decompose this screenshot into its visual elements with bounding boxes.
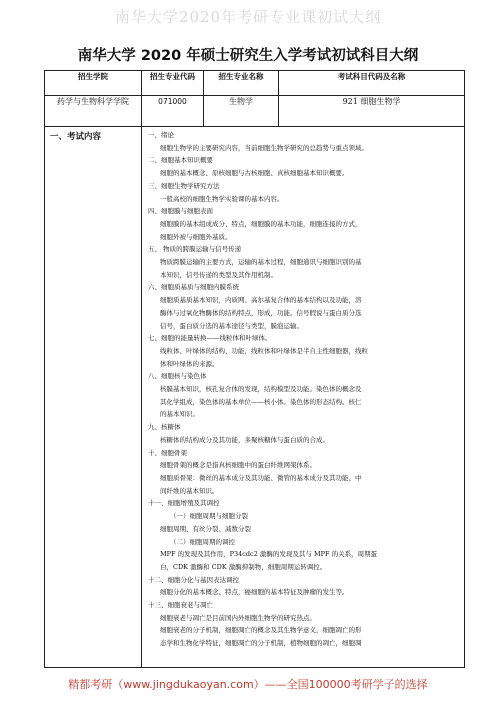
content-line: 其化学组成，染色体的基本单位——核小体。染色体的形态结构。核仁: [160, 397, 362, 406]
cell-major-name: 生物学: [204, 96, 279, 127]
content-line: 细胞的基本概念、原核细胞与古核细胞、真核细胞基本知识概要。: [160, 169, 349, 178]
content-line: 细胞衰老与凋亡是目前国内外细胞生物学的研究热点。: [160, 613, 316, 622]
section-heading: 九、核糖体: [148, 423, 181, 432]
content-line: 细胞骨架的概念是指真核细胞中的蛋白纤维网架体系。: [160, 461, 316, 470]
section-heading: 十三、细胞衰老与凋亡: [148, 601, 213, 610]
content-line: 核膜基本知识，核孔复合体的发现，结构模型及功能。染色体的概念及: [160, 385, 362, 394]
content-lines: [148, 129, 460, 650]
section-heading: 三、细胞生物学研究方法: [148, 181, 220, 190]
section-heading: 七、细胞的能量转换——线粒体和叶绿体。: [148, 334, 272, 343]
table-info-row: [45, 96, 465, 127]
section-heading: 五、 物质的跨膜运输与信号传递: [148, 245, 242, 254]
content-line: 本知识，信号传递的类型及其作用机制。: [160, 270, 277, 279]
content-line: 细胞生物学的主要研究内容，当前细胞生物学研究的总趋势与重点领域。: [160, 143, 368, 152]
content-line: 细胞分化的基本概念、特点，癌细胞的基本特征及肿瘤的发生等。: [160, 588, 349, 597]
content-line: （二）细胞周期的调控: [170, 537, 235, 546]
content-line: 体和叶绿体的来源。: [160, 359, 219, 368]
cell-major-code: 071000: [142, 96, 204, 127]
content-line: 一般高校的细胞生物学实验课的基本内容。: [160, 194, 284, 203]
content-line: 细胞外被与细胞外基质。: [160, 232, 232, 241]
content-row: [45, 127, 465, 668]
header-subject: 考试科目代码及名称: [279, 71, 465, 96]
content-line: 细胞质基质基本知识，内质网、高尔基复合体的基本结构以及功能，溶: [160, 296, 362, 305]
content-line: 细胞周期、有丝分裂、减数分裂: [160, 524, 251, 533]
cell-college: 药学与生物科学学院: [45, 96, 142, 127]
section-heading: 十二、细胞分化与基因表达调控: [148, 575, 239, 584]
content-line: 物质跨膜运输的主要方式，运输的基本过程，细胞通讯与细胞识别的基: [160, 258, 362, 267]
syllabus-table: [44, 70, 465, 668]
section-heading: 四、细胞膜与细胞表面: [148, 207, 213, 216]
content-label: 一、考试内容: [45, 127, 142, 668]
section-heading: 一、绪论: [148, 131, 174, 139]
content-line: MPF 的发现及其作用，P34cdc2 激酶的发现及其与 MPF 的关系，周期蛋: [160, 550, 378, 559]
content-line: 的基本知识。: [160, 410, 199, 419]
header-college: 招生学院: [45, 71, 142, 96]
watermark-text: 南华大学2020年考研专业课初试大纲: [114, 8, 382, 26]
content-line: 细胞质骨架：微丝的基本成分及其功能、微管的基本成分及其功能、中: [160, 473, 362, 482]
content-line: 信号，蛋白质分选的基本途径与类型，膜泡运输。: [160, 321, 303, 330]
section-heading: 十一、细胞增殖及其调控: [148, 499, 220, 508]
header-major-name: 招生专业名称: [204, 71, 279, 96]
section-heading: 二、细胞基本知识概要: [148, 156, 213, 165]
header-major-code: 招生专业代码: [142, 71, 204, 96]
footer-advert: 精都考研（www.jingdukaoyan.com）——全国100000考研学子的选择: [68, 678, 428, 691]
page-title: 南华大学 2020 年硕士研究生入学考试初试科目大纲: [77, 48, 419, 64]
content-line: 细胞衰老的分子机制，细胞凋亡的概念及其生物学意义，细胞凋亡的形: [160, 626, 362, 635]
cell-subject: 921 细胞生物学: [279, 96, 465, 127]
content-cell: [142, 127, 465, 668]
section-heading: 六、细胞质基质与细胞内膜系统: [148, 283, 239, 292]
content-line: 酶体与过氧化物酶体的结构特点，形成，功能。信号假说与蛋白质分选: [160, 308, 362, 317]
content-line: 核糖体的结构成分及其功能，多聚核糖体与蛋白质的合成。: [160, 435, 329, 444]
section-heading: 八、细胞核与染色体: [148, 372, 207, 381]
content-line: 细胞膜的基本组成成分、特点，细胞膜的基本功能，细胞连接的方式，: [160, 219, 362, 228]
content-line: 线粒体、叶绿体的结构、功能，线粒体和叶绿体是半自主性细胞器，线粒: [160, 346, 368, 355]
content-line: 白，CDK 激酶和 CDK 激酶抑制物，细胞周期运转调控。: [160, 562, 327, 571]
content-line: （一）细胞周期与细胞分裂: [170, 512, 248, 521]
content-line: 间纤维的基本知识。: [160, 486, 219, 495]
section-heading: 十、细胞骨架: [148, 448, 187, 457]
table-header-row: [45, 71, 465, 96]
content-line: 态学和生物化学特征，细胞凋亡的分子机制，植物细胞的凋亡，细胞凋: [160, 639, 362, 648]
